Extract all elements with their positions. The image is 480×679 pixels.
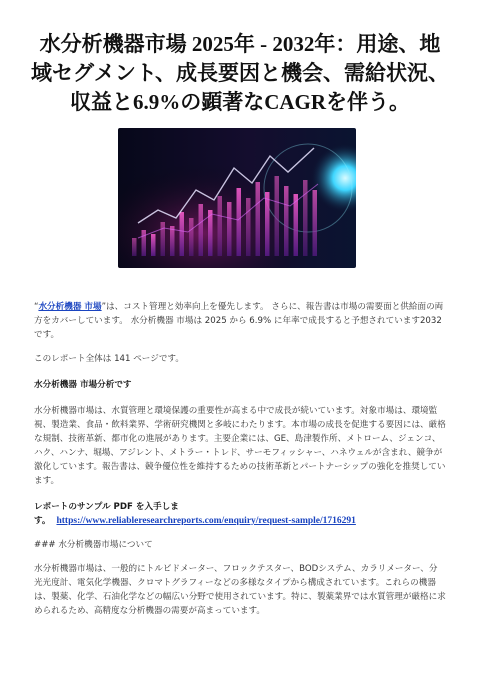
analysis-paragraph: 水分析機器市場は、水質管理と環境保護の重要性が高まる中で成長が続いています。対象市場は、環境監視、製造業、食品・飲料業界、学術研究機関と多岐にわたります。本市場の成長を促進する要因には、厳格な規制、技術革新、都市化の進展があります。主要企業には、GE、島津製作所、メトローム、ジェンコ、ハク、ハンナ、堀場、アジレント、メトラー・トレド、サーモフィッシャー、ハネウェルが含まれ、競争が激化しています。報告書は、競争優位性を維持するための技術革新とパートナーシップの強化を推奨しています。 bbox=[34, 406, 446, 486]
intro-paragraph bbox=[34, 300, 446, 342]
hero-bar bbox=[170, 226, 175, 256]
hero-bar bbox=[227, 202, 232, 256]
sample-request-link[interactable]: https://www.reliableresearchreports.com/enquiry/request-sample/1716291 bbox=[56, 516, 356, 526]
hero-bar bbox=[303, 180, 308, 256]
hero-bar bbox=[142, 230, 147, 256]
hero-bar bbox=[189, 218, 194, 256]
hero-bar bbox=[151, 234, 156, 256]
intro-text: ”は、コスト管理と効率向上を優先します。 さらに、報告書は市場の需要面と供給面の両方をカバーしています。 水分析機器 市場は 2025 から 6.9% に年率で成長すると予想されています2032 です。 bbox=[34, 302, 444, 340]
page-count-text: このレポート全体は 141 ページです。 bbox=[34, 354, 184, 364]
hero-bar bbox=[161, 222, 166, 256]
hero-bar bbox=[199, 204, 204, 256]
hero-bar bbox=[284, 186, 289, 256]
sample-pdf-label-line2: す。 bbox=[34, 516, 51, 526]
hero-illustration bbox=[118, 128, 356, 268]
sample-pdf-label-line1: レポートのサンプル PDF を入手しま bbox=[34, 502, 179, 512]
page-title: 水分析機器市場 2025年 - 2032年：用途、地域セグメント、成長要因と機会、需給状況、収益と6.9%の顕著なCAGRを伴う。 bbox=[31, 32, 449, 114]
open-quote: “ bbox=[34, 302, 39, 312]
financial-chart-bars-image bbox=[118, 128, 356, 268]
hero-bar bbox=[265, 192, 270, 256]
hero-bar bbox=[313, 190, 318, 256]
hero-bar bbox=[218, 196, 223, 256]
hero-bar bbox=[275, 176, 280, 256]
analysis-heading: 水分析機器 市場分析です bbox=[34, 380, 132, 390]
hero-bar bbox=[237, 188, 242, 256]
hero-bar bbox=[256, 182, 261, 256]
about-paragraph: 水分析機器市場は、一般的にトルビドメーター、フロックテスター、BODシステム、カラリメーター、分光光度計、電気化学機器、クロマトグラフィーなどの多様なタイプから構成されています。これらの機器は、製薬、化学、石油化学などの幅広い分野で使用されています。特に、製薬業界では水質管理が厳格に求められるため、高精度な分析機器の需要が高まっています。 bbox=[34, 564, 446, 616]
hero-bar bbox=[180, 212, 185, 256]
sample-pdf-label bbox=[34, 500, 446, 528]
hero-bar bbox=[132, 238, 137, 256]
about-heading: ### 水分析機器市場について bbox=[34, 540, 153, 550]
market-keyword-link[interactable]: 水分析機器 市場 bbox=[38, 302, 102, 312]
hero-bar bbox=[246, 198, 251, 256]
